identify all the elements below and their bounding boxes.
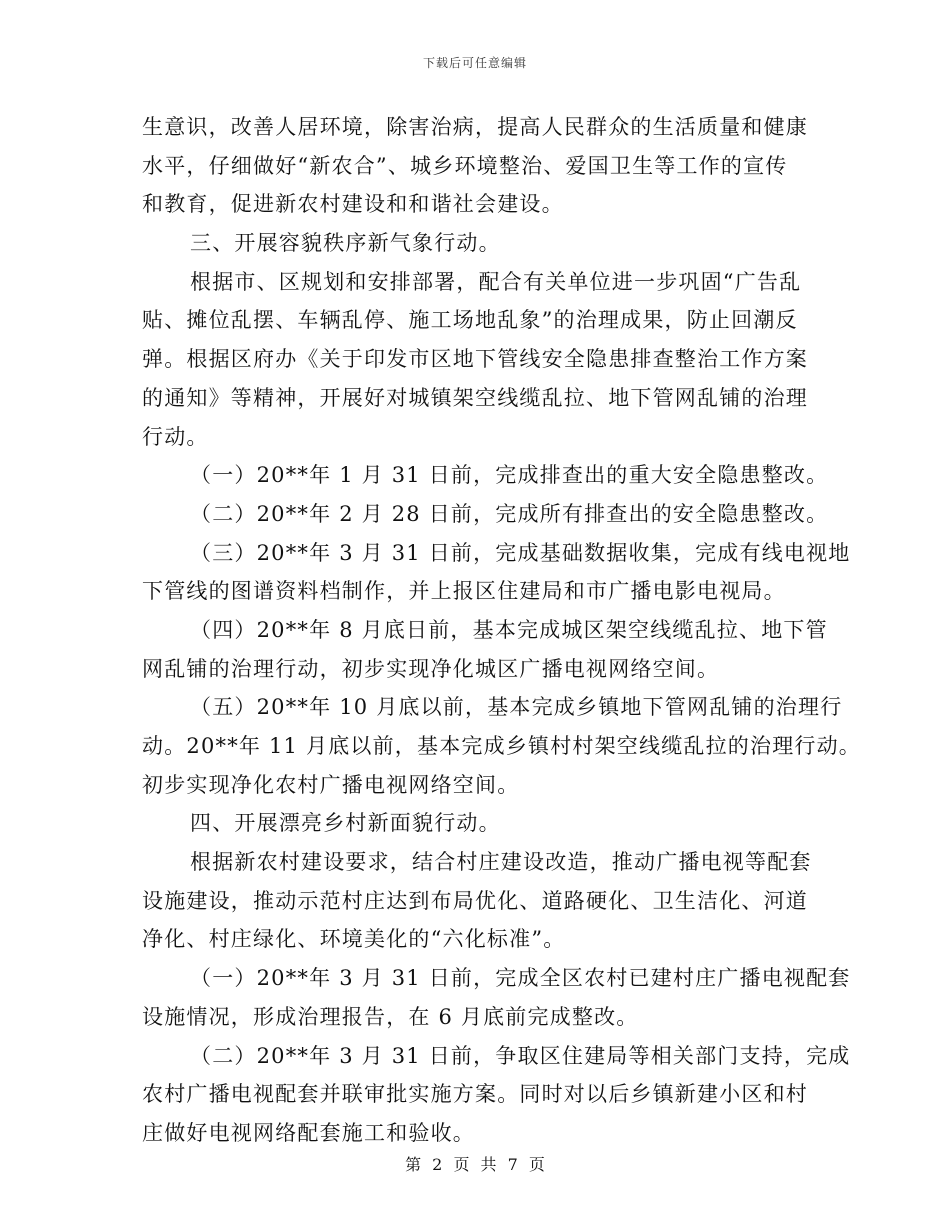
- section-heading: 四、开展漂亮乡村新面貌行动。: [190, 811, 501, 836]
- body-line: 动。20**年 11 月底以前，基本完成乡镇村村架空线缆乱拉的治理行动。: [142, 734, 861, 758]
- body-line: 弹。根据区府办《关于印发市区地下管线安全隐患排查整治工作方案: [142, 347, 808, 372]
- body-line: 的通知》等精神，开展好对城镇架空线缆乱拉、地下管网乱铺的治理: [142, 385, 808, 410]
- body-line: 根据新农村建设要求，结合村庄建设改造，推动广播电视等配套: [190, 850, 812, 875]
- section-heading: 三、开展容貌秩序新气象行动。: [190, 231, 501, 256]
- body-line: 贴、摊位乱摆、车辆乱停、施工场地乱象”的治理成果，防止回潮反: [142, 308, 798, 333]
- body-line: 净化、村庄绿化、环境美化的“六化标准”。: [142, 927, 566, 952]
- body-line: 设施情况，形成治理报告，在 6 月底前完成整改。: [142, 1004, 639, 1029]
- list-item: （三）20**年 3 月 31 日前，完成基础数据收集，完成有线电视地: [190, 540, 851, 565]
- body-line: 初步实现净化农村广播电视网络空间。: [142, 772, 520, 797]
- body-line: 农村广播电视配套并联审批实施方案。同时对以后乡镇新建小区和村: [142, 1082, 808, 1107]
- list-item: （五）20**年 10 月底以前，基本完成乡镇地下管网乱铺的治理行: [190, 695, 843, 720]
- body-line: 行动。: [142, 424, 209, 449]
- page-number: 第 2 页 共 7 页: [405, 1155, 545, 1174]
- body-line: 水平，仔细做好“新农合”、城乡环境整治、爱国卫生等工作的宣传: [142, 153, 788, 178]
- list-item: （一）20**年 1 月 31 日前，完成排查出的重大安全隐患整改。: [190, 463, 829, 488]
- page-header: 下载后可任意编辑: [422, 56, 527, 70]
- body-line: 庄做好电视网络配套施工和验收。: [142, 1120, 475, 1145]
- body-line: 根据市、区规划和安排部署，配合有关单位进一步巩固“广告乱: [190, 269, 802, 294]
- list-item: （一）20**年 3 月 31 日前，完成全区农村已建村庄广播电视配套: [190, 966, 851, 991]
- body-line: 网乱铺的治理行动，初步实现净化城区广播电视网络空间。: [142, 656, 720, 681]
- list-item: （二）20**年 3 月 31 日前，争取区住建局等相关部门支持，完成: [190, 1043, 851, 1068]
- list-item: （四）20**年 8 月底日前，基本完成城区架空线缆乱拉、地下管: [190, 617, 828, 642]
- body-line: 下管线的图谱资料档制作，并上报区住建局和市广播电影电视局。: [142, 579, 786, 604]
- list-item: （二）20**年 2 月 28 日前，完成所有排查出的安全隐患整改。: [190, 501, 829, 526]
- document-body: [142, 108, 861, 1153]
- body-line: 生意识，改善人居环境，除害治病，提高人民群众的生活质量和健康: [142, 115, 808, 139]
- body-line: 设施建设，推动示范村庄达到布局优化、道路硬化、卫生洁化、河道: [142, 888, 808, 913]
- body-line: 和教育，促进新农村建设和和谐社会建设。: [142, 192, 564, 217]
